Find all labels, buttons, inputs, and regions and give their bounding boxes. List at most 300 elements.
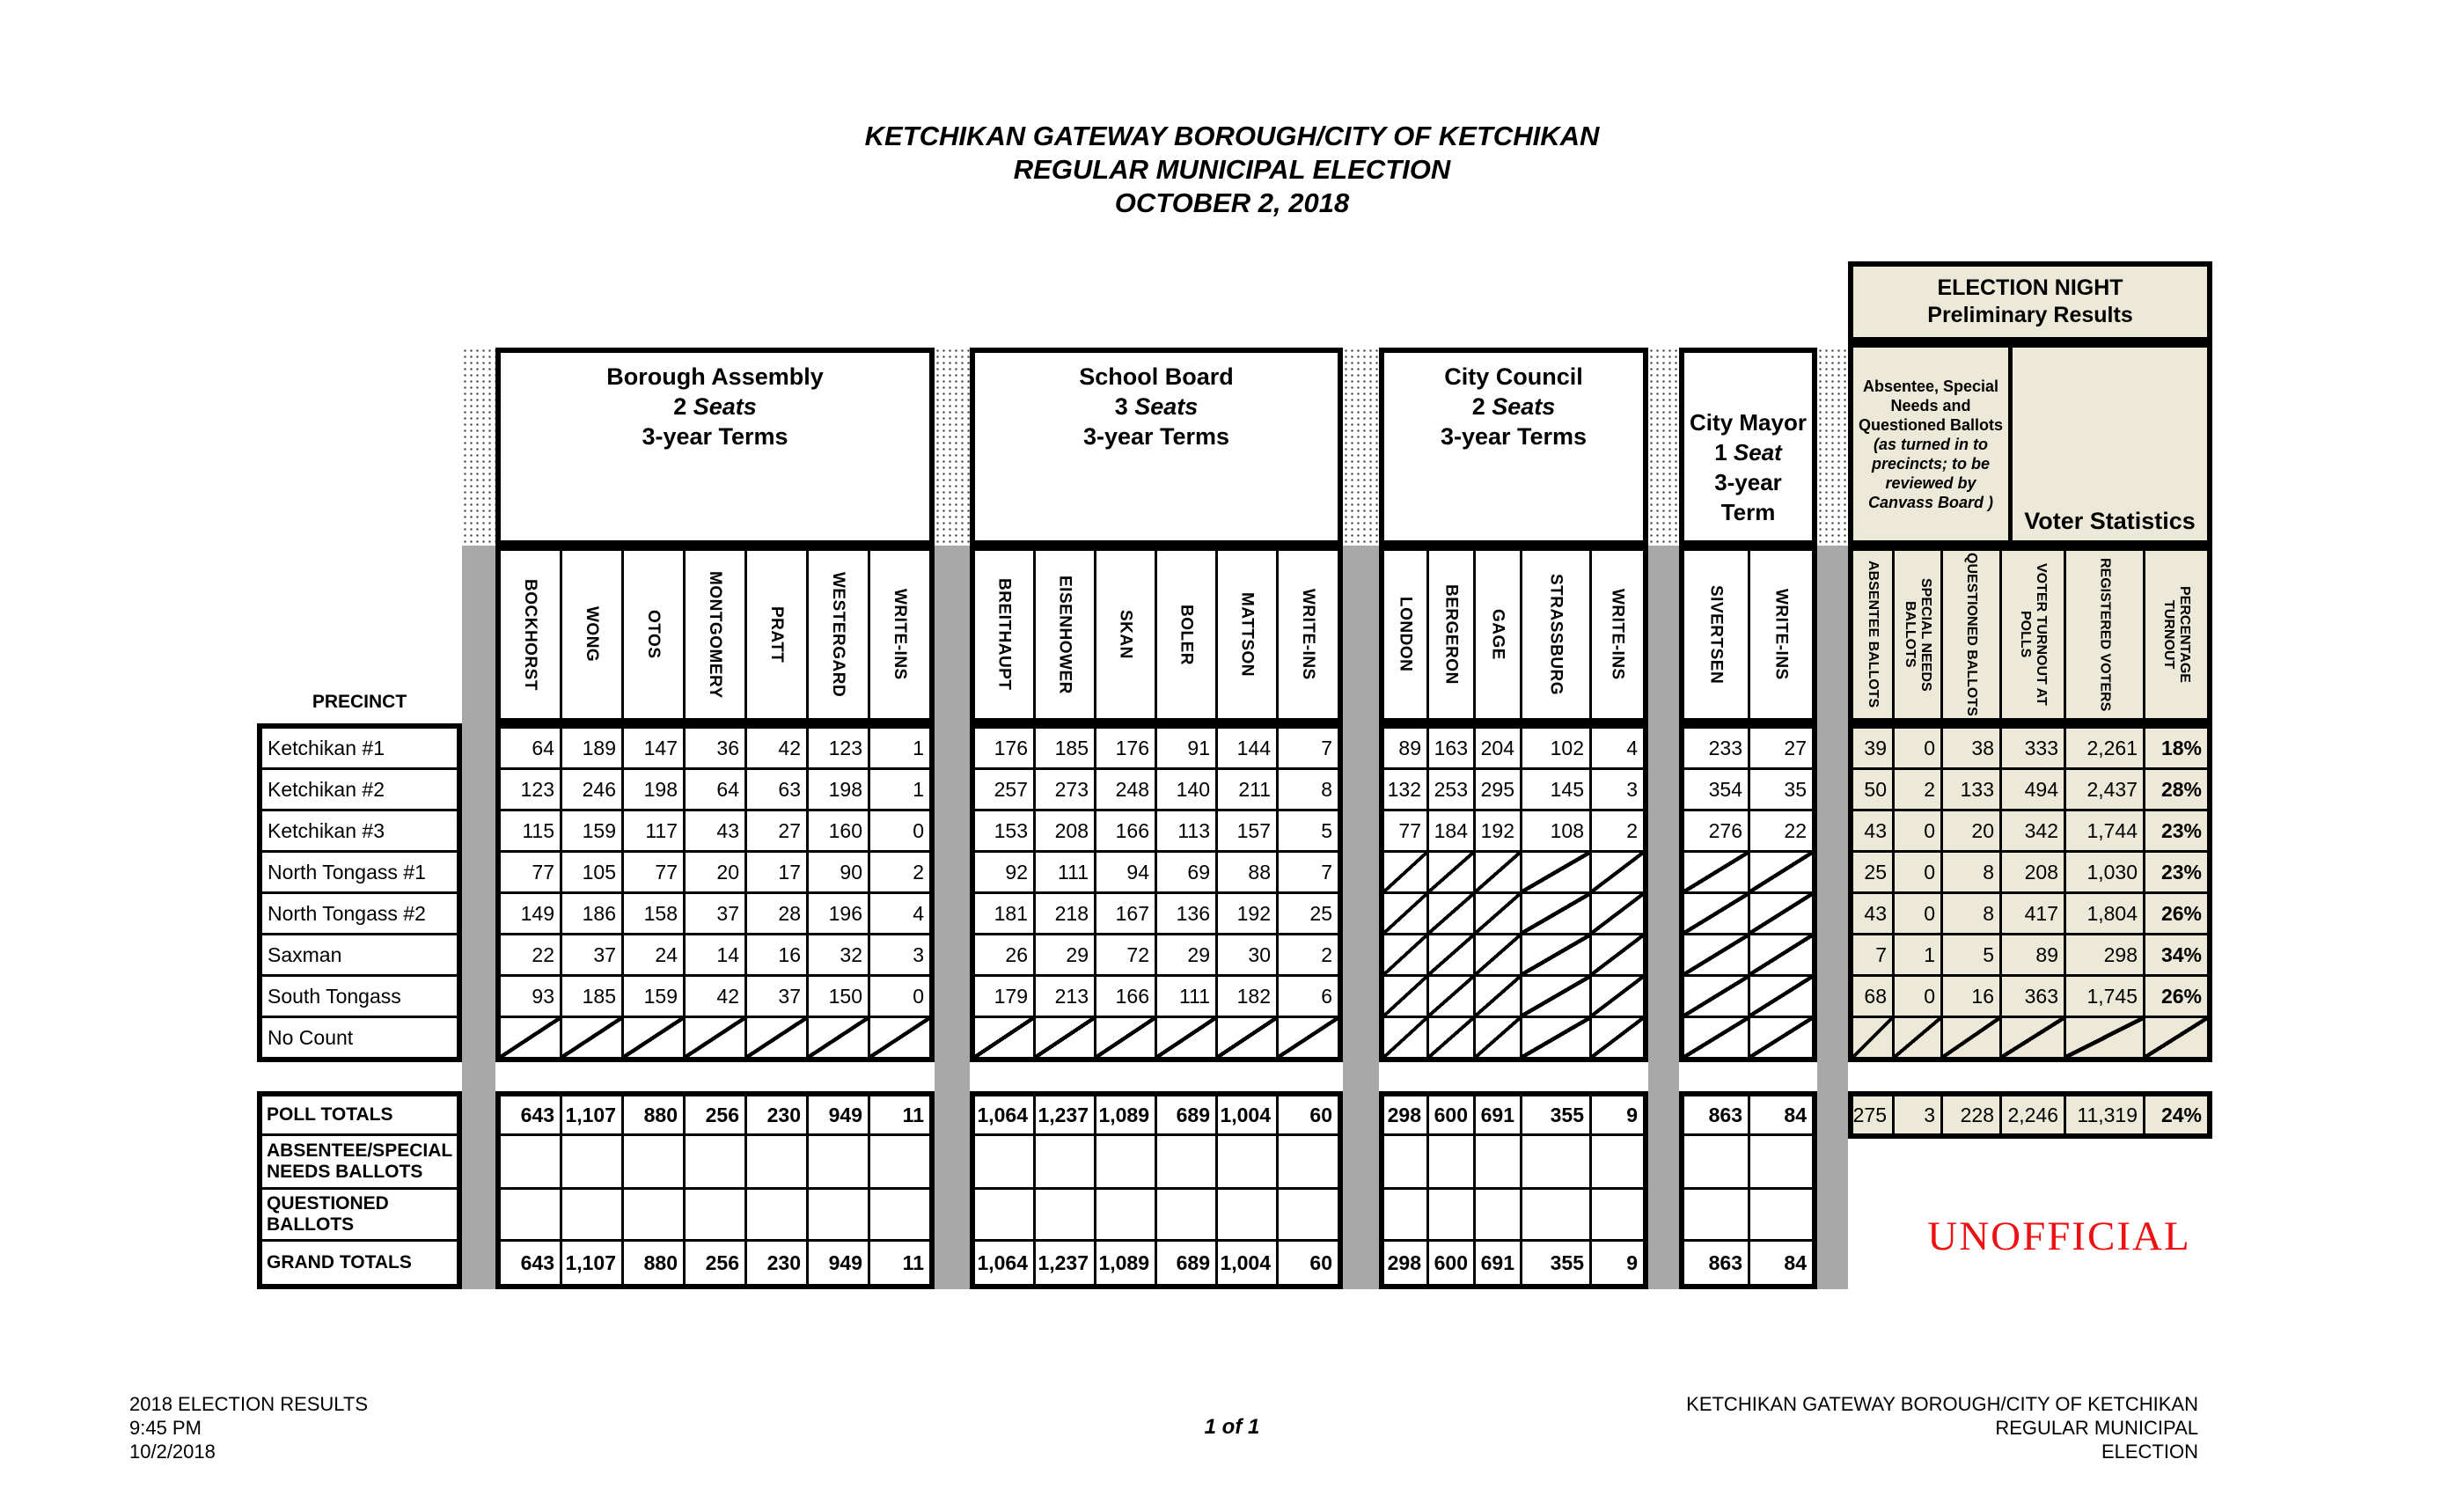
office-term: 3-year Term bbox=[1714, 469, 1782, 525]
borough-assembly-totals-grid bbox=[495, 1091, 935, 1289]
voter-stats-column-header-label: ABSENTEE BALLOTS bbox=[1865, 561, 1881, 708]
totals-row-label: ABSENTEE/SPECIAL NEEDS BALLOTS bbox=[262, 1136, 457, 1187]
city-mayor-result-cell: 233 bbox=[1684, 729, 1748, 767]
city-council-result-cell bbox=[1384, 1018, 1426, 1057]
city-mayor-result-cell bbox=[1684, 1018, 1748, 1057]
city-council-results-grid bbox=[1379, 723, 1648, 1062]
city-council-candidate-label: LONDON bbox=[1396, 597, 1415, 672]
city-council-candidate-label: GAGE bbox=[1488, 609, 1507, 660]
voter-stats-cell: 0 bbox=[1895, 853, 1940, 891]
city-council-result-cell: 2 bbox=[1592, 811, 1643, 850]
voter-stats-cell: 0 bbox=[1895, 977, 1940, 1016]
voter-stats-grid bbox=[1848, 723, 2212, 1062]
city-council-total-cell bbox=[1522, 1136, 1589, 1187]
city-council-total-cell: 9 bbox=[1592, 1242, 1643, 1284]
borough-assembly-result-cell: 64 bbox=[686, 770, 744, 809]
voter-stats-cell: 133 bbox=[1943, 770, 1999, 809]
borough-assembly-total-cell: 11 bbox=[870, 1096, 929, 1133]
school-board-result-cell: 94 bbox=[1096, 853, 1155, 891]
city-council-result-cell bbox=[1429, 935, 1473, 974]
borough-assembly-total-cell bbox=[809, 1136, 868, 1187]
borough-assembly-result-cell: 198 bbox=[809, 770, 868, 809]
voter-stats-cell: 0 bbox=[1895, 811, 1940, 850]
borough-assembly-result-cell: 14 bbox=[686, 935, 744, 974]
voter-stats-cell: 26% bbox=[2145, 894, 2207, 933]
school-board-result-cell: 157 bbox=[1218, 811, 1276, 850]
city-council-total-cell: 298 bbox=[1384, 1242, 1426, 1284]
city-council-result-cell: 102 bbox=[1522, 729, 1589, 767]
borough-assembly-result-cell: 3 bbox=[870, 935, 929, 974]
city-mayor-candidate-label: SIVERTSEN bbox=[1706, 584, 1726, 685]
city-council-result-cell: 145 bbox=[1522, 770, 1589, 809]
report-title-line3: OCTOBER 2, 2018 bbox=[1114, 187, 1350, 218]
school-board-result-cell bbox=[1279, 1018, 1338, 1057]
footer-right bbox=[1670, 1392, 2198, 1463]
school-board-result-cell: 88 bbox=[1218, 853, 1276, 891]
precinct-name-cell: South Tongass bbox=[262, 977, 457, 1016]
borough-assembly-result-cell: 196 bbox=[809, 894, 868, 933]
footer-left-line2: 9:45 PM bbox=[129, 1417, 202, 1439]
school-board-candidate bbox=[1157, 551, 1215, 718]
borough-assembly-result-cell: 147 bbox=[624, 729, 683, 767]
voter-stats-column-header bbox=[1895, 551, 1940, 718]
school-board-candidate bbox=[975, 551, 1033, 718]
school-board-result-cell: 111 bbox=[1036, 853, 1094, 891]
precinct-name-cell: Saxman bbox=[262, 935, 457, 974]
city-mayor-result-cell: 276 bbox=[1684, 811, 1748, 850]
city-council-candidate-row bbox=[1379, 546, 1648, 723]
borough-assembly-total-cell: 880 bbox=[624, 1096, 683, 1133]
voter-stats-cell: 43 bbox=[1853, 894, 1892, 933]
city-mayor-candidate-label: WRITE-INS bbox=[1771, 589, 1791, 680]
office-name: School Board bbox=[1079, 363, 1234, 390]
city-council-result-cell: 204 bbox=[1476, 729, 1520, 767]
borough-assembly-total-cell: 880 bbox=[624, 1242, 683, 1284]
voter-stats-cell bbox=[1895, 1018, 1940, 1057]
borough-assembly-total-cell: 230 bbox=[747, 1242, 806, 1284]
office-seats-word: Seats bbox=[1492, 393, 1556, 420]
school-board-result-cell: 69 bbox=[1157, 853, 1215, 891]
city-council-total-cell bbox=[1384, 1136, 1426, 1187]
borough-assembly-candidate-label: BOCKHORST bbox=[521, 578, 540, 691]
voter-stats-cell: 0 bbox=[1895, 729, 1940, 767]
school-board-result-cell: 176 bbox=[975, 729, 1033, 767]
voter-stats-total-cell: 275 bbox=[1853, 1096, 1892, 1133]
office-seats-word: Seats bbox=[1134, 393, 1199, 420]
voter-stats-cell: 23% bbox=[2145, 853, 2207, 891]
city-mayor-result-cell: 27 bbox=[1750, 729, 1812, 767]
borough-assembly-result-cell: 115 bbox=[501, 811, 560, 850]
city-council-result-cell: 132 bbox=[1384, 770, 1426, 809]
borough-assembly-result-cell: 160 bbox=[809, 811, 868, 850]
footer-left-line1: 2018 ELECTION RESULTS bbox=[129, 1393, 369, 1415]
school-board-result-cell: 92 bbox=[975, 853, 1033, 891]
voter-stats-column-header bbox=[1853, 551, 1892, 718]
borough-assembly-result-cell bbox=[686, 1018, 744, 1057]
school-board-candidate-row bbox=[970, 546, 1343, 723]
school-board-result-cell: 6 bbox=[1279, 977, 1338, 1016]
voter-stats-cell: 34% bbox=[2145, 935, 2207, 974]
city-mayor-total-cell bbox=[1684, 1190, 1748, 1239]
school-board-total-cell bbox=[975, 1190, 1033, 1239]
office-seats-word: Seats bbox=[693, 393, 757, 420]
school-board-candidate-label: BREITHAUPT bbox=[994, 578, 1014, 691]
school-board-result-cell: 257 bbox=[975, 770, 1033, 809]
city-council-result-cell bbox=[1429, 853, 1473, 891]
precinct-column-label: PRECINCT bbox=[312, 692, 407, 712]
borough-assembly-result-cell: 198 bbox=[624, 770, 683, 809]
totals-row-label: QUESTIONED BALLOTS bbox=[262, 1190, 457, 1239]
voter-stats-cell: 333 bbox=[2002, 729, 2064, 767]
voter-stats-cell: 1 bbox=[1895, 935, 1940, 974]
school-board-candidate bbox=[1096, 551, 1155, 718]
school-board-total-cell: 689 bbox=[1157, 1096, 1215, 1133]
borough-assembly-result-cell: 159 bbox=[624, 977, 683, 1016]
borough-assembly-result-cell: 43 bbox=[686, 811, 744, 850]
voter-stats-cell bbox=[2066, 1018, 2143, 1057]
footer-right-line2: REGULAR MUNICIPAL bbox=[1995, 1417, 2198, 1439]
voter-stats-cell: 417 bbox=[2002, 894, 2064, 933]
borough-assembly-total-cell bbox=[686, 1190, 744, 1239]
school-board-total-cell bbox=[1096, 1190, 1155, 1239]
school-board-total-cell: 1,064 bbox=[975, 1096, 1033, 1133]
school-board-total-cell bbox=[1036, 1136, 1094, 1187]
section-separator-gray bbox=[935, 546, 970, 1289]
school-board-candidate-label: EISENHOWER bbox=[1055, 575, 1074, 694]
city-council-result-cell bbox=[1476, 894, 1520, 933]
office-header-city-mayor bbox=[1679, 348, 1817, 546]
city-council-total-cell: 691 bbox=[1476, 1242, 1520, 1284]
borough-assembly-result-cell: 36 bbox=[686, 729, 744, 767]
borough-assembly-total-cell bbox=[747, 1136, 806, 1187]
city-council-candidate bbox=[1476, 551, 1520, 718]
voter-stats-cell: 7 bbox=[1853, 935, 1892, 974]
voter-stats-column-header-label: VOTER TURNOUT AT POLLS bbox=[2018, 563, 2049, 706]
voter-stats-cell bbox=[1943, 1018, 1999, 1057]
city-council-total-cell bbox=[1384, 1190, 1426, 1239]
borough-assembly-candidate bbox=[686, 551, 744, 718]
borough-assembly-result-cell: 117 bbox=[624, 811, 683, 850]
voter-stats-cell: 28% bbox=[2145, 770, 2207, 809]
borough-assembly-result-cell: 20 bbox=[686, 853, 744, 891]
voter-stats-column-header-label: REGISTERED VOTERS bbox=[2097, 557, 2113, 712]
city-mayor-result-cell bbox=[1684, 935, 1748, 974]
borough-assembly-total-cell: 643 bbox=[501, 1242, 560, 1284]
city-council-candidate bbox=[1384, 551, 1426, 718]
borough-assembly-result-cell: 32 bbox=[809, 935, 868, 974]
precinct-name-cell: North Tongass #1 bbox=[262, 853, 457, 891]
city-mayor-results-grid bbox=[1679, 723, 1817, 1062]
unofficial-watermark: UNOFFICIAL bbox=[1927, 1214, 2191, 1259]
voter-stats-cell bbox=[2145, 1018, 2207, 1057]
office-seats-num: 2 bbox=[673, 393, 687, 420]
borough-assembly-result-cell bbox=[747, 1018, 806, 1057]
borough-assembly-total-cell: 643 bbox=[501, 1096, 560, 1133]
borough-assembly-result-cell: 42 bbox=[686, 977, 744, 1016]
voter-stats-cell: 39 bbox=[1853, 729, 1892, 767]
voter-stats-column-header bbox=[2145, 551, 2207, 718]
school-board-candidate-label: WRITE-INS bbox=[1299, 589, 1318, 680]
school-board-candidate bbox=[1279, 551, 1338, 718]
office-term: 3-year Terms bbox=[1082, 423, 1230, 450]
borough-assembly-total-cell bbox=[562, 1190, 621, 1239]
city-council-total-cell bbox=[1592, 1136, 1643, 1187]
school-board-result-cell: 176 bbox=[1096, 729, 1155, 767]
office-term: 3-year Terms bbox=[642, 423, 788, 450]
borough-assembly-candidate-label: MONTGOMERY bbox=[706, 570, 725, 699]
city-mayor-candidate bbox=[1750, 551, 1812, 718]
absentee-note-italic: (as turned in to precincts; to be reviewed by Canvass Board ) bbox=[1867, 435, 1994, 511]
city-mayor-result-cell: 354 bbox=[1684, 770, 1748, 809]
school-board-total-cell bbox=[975, 1136, 1033, 1187]
election-night-box bbox=[1848, 261, 2212, 342]
school-board-result-cell: 26 bbox=[975, 935, 1033, 974]
city-mayor-total-cell: 863 bbox=[1684, 1096, 1748, 1133]
city-council-result-cell: 184 bbox=[1429, 811, 1473, 850]
city-council-total-cell: 355 bbox=[1522, 1242, 1589, 1284]
borough-assembly-candidate-row bbox=[495, 546, 935, 723]
precinct-name-cell: North Tongass #2 bbox=[262, 894, 457, 933]
precinct-name-cell: Ketchikan #3 bbox=[262, 811, 457, 850]
city-council-total-cell bbox=[1522, 1190, 1589, 1239]
school-board-candidate bbox=[1218, 551, 1276, 718]
borough-assembly-result-cell: 37 bbox=[686, 894, 744, 933]
city-council-total-cell bbox=[1592, 1190, 1643, 1239]
voter-statistics-label: Voter Statistics bbox=[2013, 348, 2207, 540]
borough-assembly-total-cell bbox=[624, 1190, 683, 1239]
city-council-result-cell bbox=[1522, 894, 1589, 933]
voter-stats-poll-totals bbox=[1848, 1091, 2212, 1139]
school-board-result-cell: 166 bbox=[1096, 977, 1155, 1016]
voter-stats-header-row bbox=[1848, 546, 2212, 723]
section-separator-hatched bbox=[1648, 348, 1679, 546]
office-header-school-board bbox=[970, 348, 1343, 546]
borough-assembly-candidate bbox=[870, 551, 929, 718]
school-board-result-cell bbox=[1218, 1018, 1276, 1057]
voter-stats-cell: 5 bbox=[1943, 935, 1999, 974]
voter-stats-total-cell: 11,319 bbox=[2066, 1096, 2143, 1133]
office-header-borough-assembly bbox=[495, 348, 935, 546]
borough-assembly-total-cell: 230 bbox=[747, 1096, 806, 1133]
school-board-result-cell: 29 bbox=[1036, 935, 1094, 974]
city-mayor-result-cell bbox=[1750, 935, 1812, 974]
school-board-total-cell: 1,004 bbox=[1218, 1242, 1276, 1284]
city-council-result-cell bbox=[1476, 935, 1520, 974]
borough-assembly-result-cell: 1 bbox=[870, 729, 929, 767]
city-council-result-cell bbox=[1522, 853, 1589, 891]
section-separator-gray bbox=[1343, 546, 1379, 1289]
election-night-line1: ELECTION NIGHT bbox=[1937, 275, 2123, 300]
city-council-result-cell bbox=[1384, 935, 1426, 974]
borough-assembly-result-cell: 123 bbox=[501, 770, 560, 809]
borough-assembly-total-cell: 256 bbox=[686, 1096, 744, 1133]
voter-stats-cell: 0 bbox=[1895, 894, 1940, 933]
voter-stats-cell: 494 bbox=[2002, 770, 2064, 809]
school-board-result-cell: 248 bbox=[1096, 770, 1155, 809]
city-council-result-cell: 3 bbox=[1592, 770, 1643, 809]
voter-stats-cell: 50 bbox=[1853, 770, 1892, 809]
office-seats-num: 1 bbox=[1714, 439, 1727, 466]
borough-assembly-results-grid bbox=[495, 723, 935, 1062]
city-mayor-total-cell bbox=[1684, 1136, 1748, 1187]
office-header-city-council bbox=[1379, 348, 1648, 546]
city-council-result-cell: 4 bbox=[1592, 729, 1643, 767]
city-council-totals-grid bbox=[1379, 1091, 1648, 1289]
voter-stats-cell bbox=[2002, 1018, 2064, 1057]
borough-assembly-result-cell: 63 bbox=[747, 770, 806, 809]
city-council-result-cell bbox=[1384, 894, 1426, 933]
city-mayor-total-cell: 863 bbox=[1684, 1242, 1748, 1284]
voter-stats-cell: 16 bbox=[1943, 977, 1999, 1016]
office-name: City Mayor bbox=[1690, 409, 1807, 436]
voter-stats-cell: 363 bbox=[2002, 977, 2064, 1016]
city-council-result-cell bbox=[1476, 1018, 1520, 1057]
city-council-total-cell bbox=[1429, 1190, 1473, 1239]
city-council-total-cell bbox=[1429, 1136, 1473, 1187]
city-council-result-cell bbox=[1429, 894, 1473, 933]
city-council-result-cell bbox=[1522, 935, 1589, 974]
voter-stats-cell: 20 bbox=[1943, 811, 1999, 850]
school-board-result-cell: 192 bbox=[1218, 894, 1276, 933]
voter-stats-cell: 8 bbox=[1943, 894, 1999, 933]
school-board-result-cell: 167 bbox=[1096, 894, 1155, 933]
school-board-total-cell bbox=[1036, 1190, 1094, 1239]
voter-stats-column-header-label: SPECIAL NEEDS BALLOTS bbox=[1903, 577, 1933, 692]
voter-stats-cell: 8 bbox=[1943, 853, 1999, 891]
borough-assembly-result-cell: 159 bbox=[562, 811, 621, 850]
school-board-result-cell: 140 bbox=[1157, 770, 1215, 809]
city-council-result-cell bbox=[1429, 977, 1473, 1016]
borough-assembly-total-cell: 949 bbox=[809, 1242, 868, 1284]
voter-stats-cell: 26% bbox=[2145, 977, 2207, 1016]
voter-stats-cell: 1,744 bbox=[2066, 811, 2143, 850]
city-council-result-cell bbox=[1476, 977, 1520, 1016]
voter-stats-cell: 68 bbox=[1853, 977, 1892, 1016]
city-council-total-cell: 600 bbox=[1429, 1096, 1473, 1133]
borough-assembly-result-cell: 93 bbox=[501, 977, 560, 1016]
city-council-result-cell bbox=[1522, 977, 1589, 1016]
city-mayor-result-cell bbox=[1750, 853, 1812, 891]
school-board-result-cell: 213 bbox=[1036, 977, 1094, 1016]
school-board-total-cell: 1,089 bbox=[1096, 1096, 1155, 1133]
voter-stats-cell: 89 bbox=[2002, 935, 2064, 974]
borough-assembly-candidate bbox=[562, 551, 621, 718]
city-mayor-result-cell bbox=[1684, 853, 1748, 891]
voter-stats-cell: 208 bbox=[2002, 853, 2064, 891]
voter-stats-cell: 38 bbox=[1943, 729, 1999, 767]
city-council-total-cell bbox=[1476, 1136, 1520, 1187]
precinct-name-cell: Ketchikan #1 bbox=[262, 729, 457, 767]
city-mayor-result-cell bbox=[1750, 894, 1812, 933]
city-council-total-cell: 600 bbox=[1429, 1242, 1473, 1284]
totals-labels-grid bbox=[257, 1091, 462, 1289]
voter-stats-cell: 23% bbox=[2145, 811, 2207, 850]
borough-assembly-total-cell: 11 bbox=[870, 1242, 929, 1284]
report-title bbox=[0, 120, 2464, 220]
school-board-result-cell: 2 bbox=[1279, 935, 1338, 974]
borough-assembly-result-cell: 2 bbox=[870, 853, 929, 891]
borough-assembly-result-cell: 0 bbox=[870, 811, 929, 850]
borough-assembly-result-cell: 64 bbox=[501, 729, 560, 767]
voter-stats-cell: 25 bbox=[1853, 853, 1892, 891]
city-council-result-cell bbox=[1592, 1018, 1643, 1057]
borough-assembly-total-cell bbox=[747, 1190, 806, 1239]
voter-stats-total-cell: 228 bbox=[1943, 1096, 1999, 1133]
office-seats-num: 3 bbox=[1114, 393, 1128, 420]
school-board-result-cell: 273 bbox=[1036, 770, 1094, 809]
school-board-result-cell: 72 bbox=[1096, 935, 1155, 974]
city-mayor-candidate-row bbox=[1679, 546, 1817, 723]
borough-assembly-total-cell: 1,107 bbox=[562, 1242, 621, 1284]
city-council-candidate-label: WRITE-INS bbox=[1608, 589, 1627, 680]
city-mayor-total-cell: 84 bbox=[1750, 1242, 1812, 1284]
borough-assembly-total-cell: 949 bbox=[809, 1096, 868, 1133]
school-board-candidate-label: BOLER bbox=[1177, 604, 1196, 665]
office-term: 3-year Terms bbox=[1440, 423, 1588, 450]
voter-stats-total-cell: 24% bbox=[2145, 1096, 2207, 1133]
school-board-result-cell: 5 bbox=[1279, 811, 1338, 850]
borough-assembly-result-cell: 37 bbox=[562, 935, 621, 974]
school-board-total-cell: 1,237 bbox=[1036, 1242, 1094, 1284]
city-mayor-total-cell bbox=[1750, 1190, 1812, 1239]
borough-assembly-total-cell bbox=[562, 1136, 621, 1187]
school-board-total-cell: 1,089 bbox=[1096, 1242, 1155, 1284]
city-council-result-cell bbox=[1592, 894, 1643, 933]
school-board-result-cell: 8 bbox=[1279, 770, 1338, 809]
city-mayor-total-cell bbox=[1750, 1136, 1812, 1187]
school-board-total-cell bbox=[1218, 1136, 1276, 1187]
borough-assembly-candidate-label: WESTERGARD bbox=[829, 571, 848, 698]
voter-stats-column-header-label: PERCENTAGE TURNOUT bbox=[2161, 586, 2192, 683]
school-board-total-cell bbox=[1279, 1136, 1338, 1187]
borough-assembly-candidate bbox=[501, 551, 560, 718]
school-board-result-cell: 208 bbox=[1036, 811, 1094, 850]
city-council-total-cell bbox=[1476, 1190, 1520, 1239]
borough-assembly-result-cell bbox=[809, 1018, 868, 1057]
voter-stats-cell: 298 bbox=[2066, 935, 2143, 974]
school-board-result-cell bbox=[1036, 1018, 1094, 1057]
borough-assembly-result-cell: 105 bbox=[562, 853, 621, 891]
school-board-result-cell: 25 bbox=[1279, 894, 1338, 933]
school-board-result-cell: 182 bbox=[1218, 977, 1276, 1016]
borough-assembly-candidate bbox=[624, 551, 683, 718]
borough-assembly-candidate-label: WRITE-INS bbox=[891, 589, 910, 680]
borough-assembly-result-cell: 17 bbox=[747, 853, 806, 891]
school-board-results-grid bbox=[970, 723, 1343, 1062]
voter-stats-cell: 1,030 bbox=[2066, 853, 2143, 891]
election-night-line2: Preliminary Results bbox=[1927, 303, 2133, 327]
borough-assembly-result-cell: 77 bbox=[501, 853, 560, 891]
borough-assembly-result-cell: 0 bbox=[870, 977, 929, 1016]
borough-assembly-candidate bbox=[747, 551, 806, 718]
borough-assembly-result-cell: 186 bbox=[562, 894, 621, 933]
borough-assembly-result-cell: 90 bbox=[809, 853, 868, 891]
borough-assembly-total-cell: 1,107 bbox=[562, 1096, 621, 1133]
borough-assembly-total-cell bbox=[870, 1190, 929, 1239]
office-seats-num: 2 bbox=[1471, 393, 1485, 420]
borough-assembly-result-cell: 149 bbox=[501, 894, 560, 933]
precinct-names-grid bbox=[257, 723, 462, 1062]
school-board-result-cell: 136 bbox=[1157, 894, 1215, 933]
footer-right-line1: KETCHIKAN GATEWAY BOROUGH/CITY OF KETCHIKAN bbox=[1686, 1393, 2198, 1415]
school-board-candidate-label: MATTSON bbox=[1237, 591, 1257, 678]
school-board-total-cell bbox=[1218, 1190, 1276, 1239]
borough-assembly-candidate-label: OTOS bbox=[644, 610, 664, 659]
city-council-candidate bbox=[1592, 551, 1643, 718]
school-board-result-cell: 166 bbox=[1096, 811, 1155, 850]
city-council-result-cell: 253 bbox=[1429, 770, 1473, 809]
school-board-result-cell bbox=[1096, 1018, 1155, 1057]
